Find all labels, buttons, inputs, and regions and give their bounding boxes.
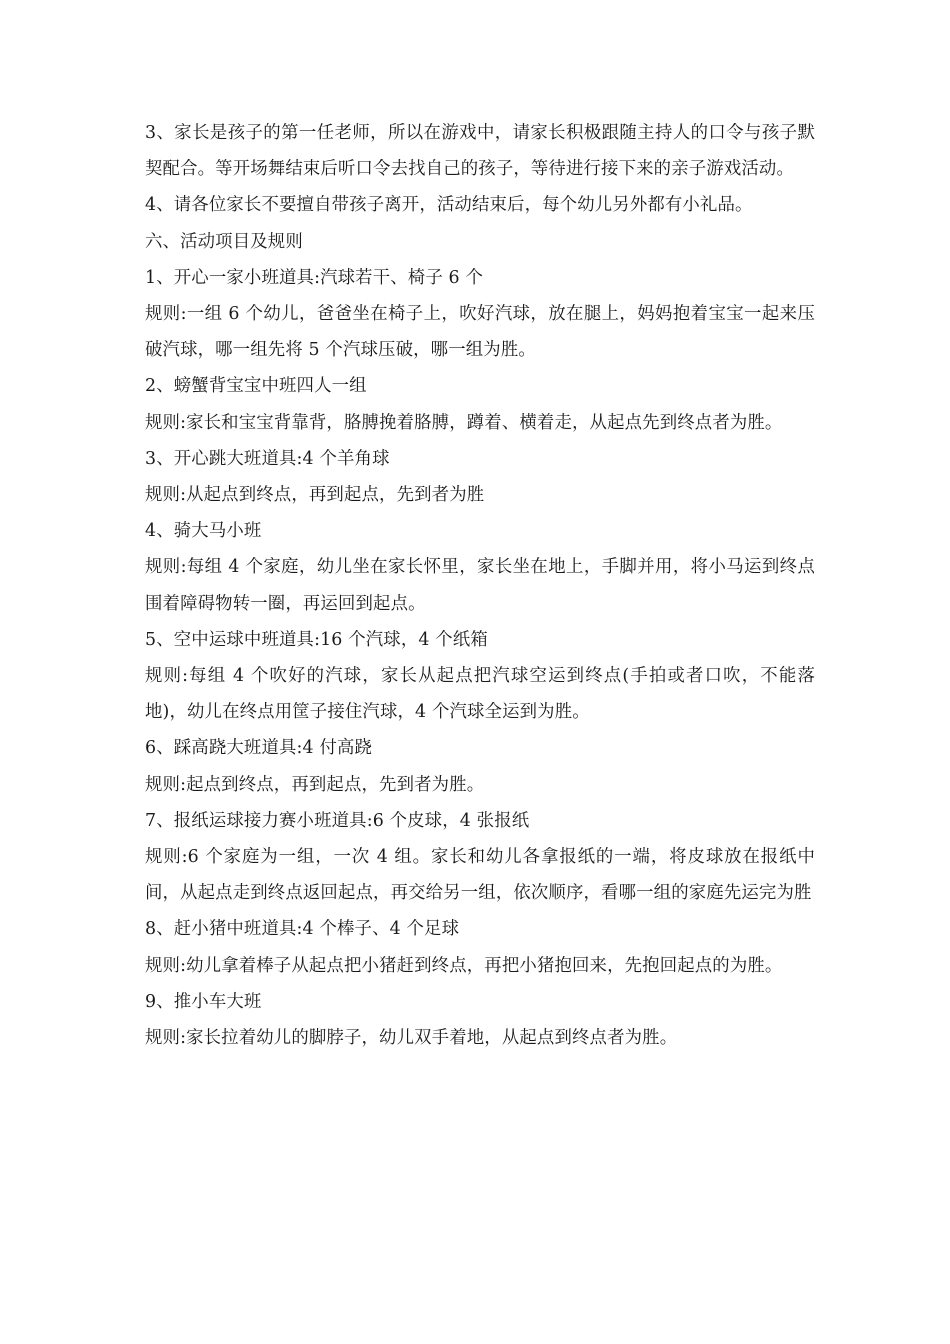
item-6-title: 6、踩高跷大班道具:4 付高跷 [145,738,373,759]
item-7-title: 7、报纸运球接力赛小班道具:6 个皮球，4 张报纸 [145,810,530,831]
paragraph-parent-role: 3、家长是孩子的第一任老师，所以在游戏中，请家长积极跟随主持人的口令与孩子默契配合。等开场舞结束后听口令去找自己的孩子，等待进行接下来的亲子游戏活动。 [145,123,815,180]
item-8-rules: 规则:幼儿拿着棒子从起点把小猪赶到终点，再把小猪抱回来，先抱回起点的为胜。 [145,955,783,976]
item-3-title: 3、开心跳大班道具:4 个羊角球 [145,448,390,469]
item-2-title: 2、螃蟹背宝宝中班四人一组 [145,376,367,397]
item-6-rules: 规则:起点到终点，再到起点，先到者为胜。 [145,774,485,795]
item-5-title: 5、空中运球中班道具:16 个汽球，4 个纸箱 [145,629,488,650]
document-body [145,115,815,1056]
item-3-rules: 规则:从起点到终点，再到起点，先到者为胜 [145,485,485,506]
paragraph-no-leaving: 4、请各位家长不要擅自带孩子离开，活动结束后，每个幼儿另外都有小礼品。 [145,195,753,216]
item-8-title: 8、赶小猪中班道具:4 个棒子、4 个足球 [145,919,460,940]
item-7-rules: 规则:6 个家庭为一组，一次 4 组。家长和幼儿各拿报纸的一端，将皮球放在报纸中间，从起点走到终点返回起点，再交给另一组，依次顺序，看哪一组的家庭先运完为胜 [145,847,815,904]
section-heading-activities: 六、活动项目及规则 [145,231,303,252]
item-2-rules: 规则:家长和宝宝背靠背，胳膊挽着胳膊，蹲着、横着走，从起点先到终点者为胜。 [145,412,783,433]
item-1-rules: 规则:一组 6 个幼儿，爸爸坐在椅子上，吹好汽球，放在腿上，妈妈抱着宝宝一起来压破汽球，哪一组先将 5 个汽球压破，哪一组为胜。 [145,304,815,361]
item-4-title: 4、骑大马小班 [145,521,262,542]
item-9-title: 9、推小车大班 [145,991,262,1012]
item-9-rules: 规则:家长拉着幼儿的脚脖子，幼儿双手着地，从起点到终点者为胜。 [145,1028,678,1049]
item-1-title: 1、开心一家小班道具:汽球若干、椅子 6 个 [145,267,483,288]
item-4-rules: 规则:每组 4 个家庭，幼儿坐在家长怀里，家长坐在地上，手脚并用，将小马运到终点围着障碍物转一圈，再运回到起点。 [145,557,815,614]
item-5-rules: 规则:每组 4 个吹好的汽球，家长从起点把汽球空运到终点(手拍或者口吹，不能落地)，幼儿在终点用筐子接住汽球，4 个汽球全运到为胜。 [145,666,815,723]
